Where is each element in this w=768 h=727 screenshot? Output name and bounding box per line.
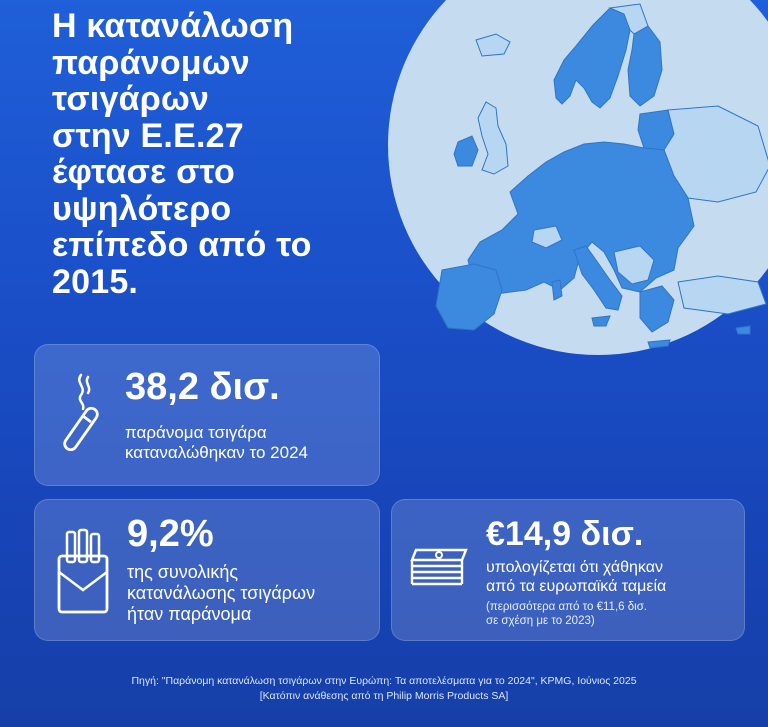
europe-map bbox=[378, 0, 768, 360]
headline-line: στην Ε.Ε.27 bbox=[52, 116, 244, 155]
money-stack-icon bbox=[408, 546, 470, 590]
description-line: υπολογίζεται ότι χάθηκαν bbox=[486, 559, 663, 576]
description-line: από τα ευρωπαϊκά ταμεία bbox=[486, 578, 667, 595]
description-line: κατανάλωσης τσιγάρων bbox=[127, 583, 316, 603]
loss-note bbox=[486, 600, 647, 628]
share-value: 9,2% bbox=[127, 513, 214, 555]
stat-card-consumption bbox=[34, 344, 380, 486]
headline bbox=[52, 8, 372, 300]
description-line: παράνομα τσιγάρα bbox=[125, 423, 267, 442]
loss-value: €14,9 δισ. bbox=[486, 515, 644, 553]
description-line: ήταν παράνομα bbox=[127, 604, 252, 624]
headline-line: Η κατανάλωση bbox=[52, 7, 294, 45]
note-line: σε σχέση με το 2023) bbox=[486, 615, 595, 627]
description-line: της συνολικής bbox=[127, 562, 239, 582]
stat-card-loss bbox=[391, 499, 745, 641]
stat-card-share bbox=[34, 499, 380, 641]
share-description bbox=[127, 562, 315, 625]
consumption-description bbox=[125, 423, 308, 463]
source-citation: Πηγή: "Παράνομη κατανάλωση τσιγάρων στην Ευρώπη: Τα αποτελέσματα για το 2024", KPMG, Ιούνιος 2025 bbox=[131, 675, 637, 687]
europe-map-graphic bbox=[378, 0, 768, 360]
headline-line: επίπεδο από το bbox=[52, 226, 312, 264]
map-turkey bbox=[678, 276, 766, 314]
consumption-value: 38,2 δισ. bbox=[125, 366, 280, 408]
map-crete bbox=[648, 340, 670, 348]
commission-note: [Κατόπιν ανάθεσης από τη Philip Morris Products SA] bbox=[259, 690, 509, 702]
source-footer bbox=[0, 674, 768, 704]
description-line: καταναλώθηκαν το 2024 bbox=[125, 443, 308, 462]
loss-description bbox=[486, 558, 666, 596]
headline-line: 2015. bbox=[52, 262, 139, 301]
map-cyprus bbox=[736, 326, 750, 334]
map-sardinia bbox=[552, 280, 562, 300]
cigarette-pack-icon bbox=[55, 528, 111, 614]
note-line: (περισσότερα από το €11,6 δισ. bbox=[486, 601, 647, 613]
headline-line: έφτασε στο bbox=[52, 153, 235, 191]
headline-line: παράνομων bbox=[52, 43, 250, 82]
headline-line: υψηλότερο bbox=[52, 189, 232, 228]
headline-line: τσιγάρων bbox=[52, 80, 210, 118]
smoking-cigarette-icon bbox=[55, 373, 107, 451]
